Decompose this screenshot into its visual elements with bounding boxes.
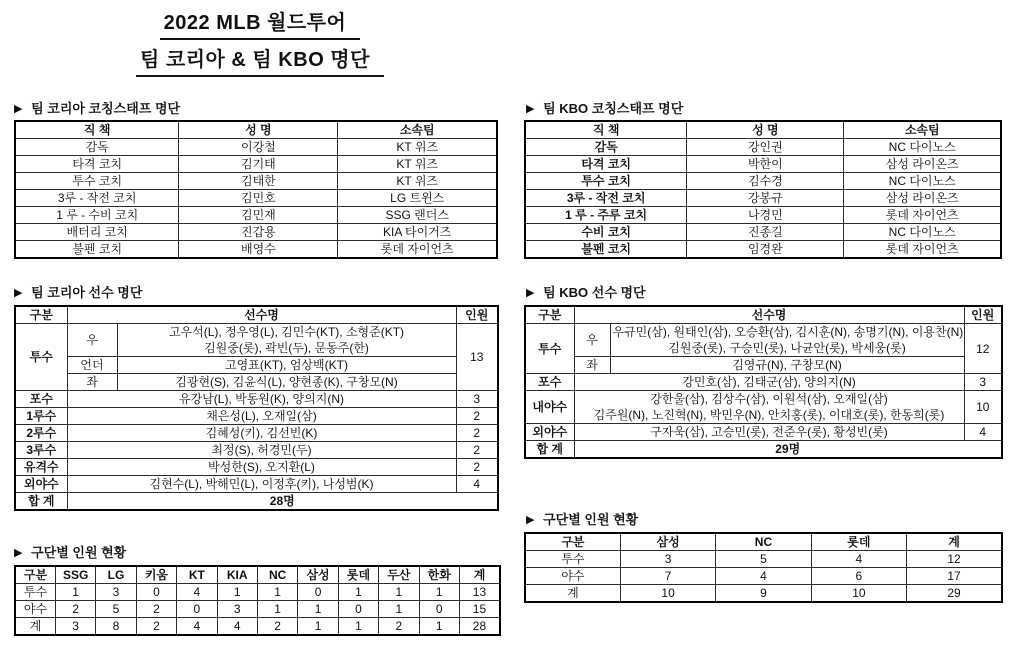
cell: 계 [525,585,620,603]
header-cell: 구분 [525,306,574,324]
cell: 1루수 [15,408,67,425]
header-cell: 구분 [15,306,67,324]
cell: 야수 [525,568,620,585]
cell: 4 [716,568,811,585]
cell: 2 [456,442,498,459]
cell: 3 [217,601,257,618]
cell: 우 [67,324,117,357]
cell: 1 [338,584,378,601]
cell: 계 [15,618,55,636]
cell: 17 [907,568,1002,585]
table-row [525,190,1001,207]
triangle-marker-icon: ▶ [526,287,535,299]
cell: 4 [964,424,1002,441]
cell: 29 [907,585,1002,603]
table-row [15,224,497,241]
kbo-coaching-staff-table [524,120,1002,259]
cell: 3루수 [15,442,67,459]
kbo-player-roster-table [524,305,1003,459]
cell: 삼성 라이온즈 [844,156,1001,173]
cell: 2 [257,618,297,636]
cell: 좌 [67,374,117,391]
cell: 3루 - 작전 코치 [525,190,687,207]
section-label: 팀 코리아 선수 명단 [31,285,143,300]
cell: 투수 [525,551,620,568]
table-row [15,173,497,190]
cell: 배터리 코치 [15,224,179,241]
cell: 4 [177,618,217,636]
table-row [525,357,1002,374]
section-header-kbo-coach [526,98,683,117]
section-header-korea-coach [14,98,180,117]
table-row [15,425,498,442]
table-row [525,139,1001,156]
section-label: 구단별 인원 현황 [31,545,127,560]
cell: 롯데 자이언츠 [844,241,1001,259]
table-row [525,391,1002,424]
header-cell: 구분 [15,566,55,584]
cell: 나경민 [687,207,844,224]
cell: 투수 코치 [525,173,687,190]
cell: 최정(S), 허경민(두) [67,442,456,459]
cell: 감독 [15,139,179,156]
cell: 1 루 - 주루 코치 [525,207,687,224]
section-label: 팀 KBO 코칭스태프 명단 [543,101,684,116]
cell: 롯데 자이언츠 [844,207,1001,224]
cell: 진갑용 [179,224,338,241]
table-row [525,156,1001,173]
table-row [525,224,1001,241]
cell: 1 [379,584,419,601]
table-row [525,533,1002,551]
table-row [15,493,498,511]
section-header-kbo-count [526,509,638,528]
header-cell: 소속팀 [844,121,1001,139]
cell: 고영표(KT), 엄상백(KT) [117,357,456,374]
cell: 2 [456,425,498,442]
cell: 외야수 [15,476,67,493]
cell: 김태한 [179,173,338,190]
table-row [15,241,497,259]
cell: 김영규(N), 구창모(N) [610,357,964,374]
cell: 10 [620,585,715,603]
cell: 고우석(L), 정우영(L), 김민수(KT), 소형준(KT) 김원중(롯), 곽빈(두), 문동주(한) [117,324,456,357]
cell: 임경완 [687,241,844,259]
cell: 외야수 [525,424,574,441]
table-row [15,121,497,139]
cell: 진종길 [687,224,844,241]
cell: 0 [338,601,378,618]
header-cell: 인원 [456,306,498,324]
cell: 3 [964,374,1002,391]
doc-title-line2: 팀 코리아 & 팀 KBO 명단 [136,43,384,77]
cell: NC 다이노스 [844,139,1001,156]
cell: 투수 [15,584,55,601]
table-row [525,551,1002,568]
cell: 1 [298,618,338,636]
cell: 투수 코치 [15,173,179,190]
table-row [15,442,498,459]
cell: 0 [298,584,338,601]
section-label: 팀 코리아 코칭스태프 명단 [31,101,181,116]
header-cell: 성 명 [179,121,338,139]
cell: 13 [456,324,498,391]
cell: 1 [55,584,95,601]
cell: 1 [419,584,459,601]
cell: 5 [96,601,136,618]
cell: 좌 [574,357,610,374]
cell: 내야수 [525,391,574,424]
cell: 1 [338,618,378,636]
cell: 2루수 [15,425,67,442]
header-cell: 직 책 [15,121,179,139]
table-row [15,459,498,476]
cell: 우규민(삼), 원태인(삼), 오승환(삼), 김시훈(N), 송명기(N), 이용찬(N) 김원중(롯), 구승민(롯), 나균안(롯), 박세웅(롯) [610,324,964,357]
cell: 29명 [574,441,1002,459]
header-cell: 계 [907,533,1002,551]
cell: 28명 [67,493,498,511]
section-header-korea-roster [14,282,142,301]
cell: 2 [379,618,419,636]
header-cell: 직 책 [525,121,687,139]
cell: 박한이 [687,156,844,173]
header-cell: 계 [459,566,500,584]
header-cell: 선수명 [574,306,964,324]
cell: 김광현(S), 김윤식(L), 양현종(K), 구창모(N) [117,374,456,391]
cell: 합 계 [525,441,574,459]
table-row [15,357,498,374]
table-row [15,408,498,425]
cell: 유강남(L), 박동원(K), 양의지(N) [67,391,456,408]
table-row [15,601,500,618]
cell: LG 트윈스 [338,190,497,207]
header-cell: 소속팀 [338,121,497,139]
table-row [525,441,1002,459]
cell: 3 [620,551,715,568]
table-row [15,566,500,584]
header-cell: LG [96,566,136,584]
korea-club-count-table [14,565,501,636]
section-label: 팀 KBO 선수 명단 [543,285,646,300]
cell: 6 [811,568,906,585]
cell: 김기태 [179,156,338,173]
header-cell: 키움 [136,566,176,584]
header-cell: SSG [55,566,95,584]
table-row [15,391,498,408]
cell: 1 [419,618,459,636]
cell: 15 [459,601,500,618]
cell: KT 위즈 [338,139,497,156]
section-label: 구단별 인원 현황 [543,512,639,527]
header-cell: NC [257,566,297,584]
cell: 1 [379,601,419,618]
triangle-marker-icon: ▶ [14,547,23,559]
table-row [15,207,497,224]
cell: 우 [574,324,610,357]
triangle-marker-icon: ▶ [14,287,23,299]
cell: 유격수 [15,459,67,476]
header-cell: 삼성 [298,566,338,584]
header-cell: 성 명 [687,121,844,139]
cell: 4 [177,584,217,601]
cell: 1 루 - 수비 코치 [15,207,179,224]
cell: 13 [459,584,500,601]
triangle-marker-icon: ▶ [14,103,23,115]
table-row [15,324,498,357]
cell: 언더 [67,357,117,374]
cell: 포수 [525,374,574,391]
cell: NC 다이노스 [844,224,1001,241]
table-row [525,241,1001,259]
section-header-kbo-roster [526,282,646,301]
cell: 불펜 코치 [525,241,687,259]
cell: 1 [257,584,297,601]
header-cell: 롯데 [338,566,378,584]
table-row [525,424,1002,441]
cell: 2 [55,601,95,618]
triangle-marker-icon: ▶ [526,103,535,115]
header-cell: 롯데 [811,533,906,551]
cell: 12 [964,324,1002,374]
cell: 4 [217,618,257,636]
table-row [15,190,497,207]
cell: 2 [456,408,498,425]
cell: 감독 [525,139,687,156]
cell: 투수 [15,324,67,391]
header-cell: 구분 [525,533,620,551]
cell: 채은성(L), 오재일(삼) [67,408,456,425]
cell: 0 [177,601,217,618]
cell: 10 [964,391,1002,424]
table-row [525,374,1002,391]
cell: 3 [55,618,95,636]
cell: 0 [136,584,176,601]
cell: 타격 코치 [525,156,687,173]
cell: 이강철 [179,139,338,156]
cell: SSG 랜더스 [338,207,497,224]
cell: NC 다이노스 [844,173,1001,190]
cell: 불펜 코치 [15,241,179,259]
table-row [525,121,1001,139]
cell: 타격 코치 [15,156,179,173]
header-cell: KIA [217,566,257,584]
cell: 2 [456,459,498,476]
cell: 강한울(삼), 김상수(삼), 이원석(삼), 오재일(삼) 김주원(N), 노진혁(N), 박민우(N), 안치홍(롯), 이대호(롯), 한동희(롯) [574,391,964,424]
kbo-club-count-table [524,532,1003,603]
cell: 배영수 [179,241,338,259]
title-line1-wrap [0,6,520,40]
cell: 3 [96,584,136,601]
cell: 1 [217,584,257,601]
cell: 7 [620,568,715,585]
header-cell: 두산 [379,566,419,584]
cell: 2 [136,601,176,618]
cell: 3루 - 작전 코치 [15,190,179,207]
cell: 삼성 라이온즈 [844,190,1001,207]
cell: 1 [298,601,338,618]
cell: 9 [716,585,811,603]
cell: 포수 [15,391,67,408]
cell: 수비 코치 [525,224,687,241]
cell: 김민호 [179,190,338,207]
cell: 합 계 [15,493,67,511]
cell: KT 위즈 [338,173,497,190]
cell: 강봉규 [687,190,844,207]
cell: 강인권 [687,139,844,156]
cell: KT 위즈 [338,156,497,173]
table-row [525,173,1001,190]
cell: 3 [456,391,498,408]
cell: 1 [257,601,297,618]
cell: 야수 [15,601,55,618]
triangle-marker-icon: ▶ [526,514,535,526]
table-row [525,306,1002,324]
cell: 10 [811,585,906,603]
cell: 4 [456,476,498,493]
cell: 8 [96,618,136,636]
table-row [15,306,498,324]
cell: 롯데 자이언츠 [338,241,497,259]
table-row [15,584,500,601]
cell: 구자욱(삼), 고승민(롯), 전준우(롯), 황성빈(롯) [574,424,964,441]
korea-coaching-staff-table [14,120,498,259]
cell: 2 [136,618,176,636]
cell: 김수경 [687,173,844,190]
table-row [525,324,1002,357]
header-cell: 인원 [964,306,1002,324]
cell: 강민호(삼), 김태군(삼), 양의지(N) [574,374,964,391]
table-row [15,618,500,636]
cell: 0 [419,601,459,618]
table-row [525,207,1001,224]
cell: 김혜성(키), 김선빈(K) [67,425,456,442]
cell: 5 [716,551,811,568]
header-cell: 선수명 [67,306,456,324]
cell: 김민재 [179,207,338,224]
table-row [15,139,497,156]
table-row [525,568,1002,585]
header-cell: NC [716,533,811,551]
cell: 12 [907,551,1002,568]
cell: 박성한(S), 오지환(L) [67,459,456,476]
table-row [15,476,498,493]
cell: 투수 [525,324,574,374]
table-row [525,585,1002,603]
cell: 4 [811,551,906,568]
cell: 김현수(L), 박해민(L), 이정후(키), 나성범(K) [67,476,456,493]
cell: 28 [459,618,500,636]
section-header-korea-count [14,542,126,561]
title-line2-wrap [0,43,520,77]
header-cell: KT [177,566,217,584]
cell: KIA 타이거즈 [338,224,497,241]
table-row [15,156,497,173]
korea-player-roster-table [14,305,499,511]
doc-title-line1: 2022 MLB 월드투어 [160,6,361,40]
header-cell: 삼성 [620,533,715,551]
header-cell: 한화 [419,566,459,584]
table-row [15,374,498,391]
